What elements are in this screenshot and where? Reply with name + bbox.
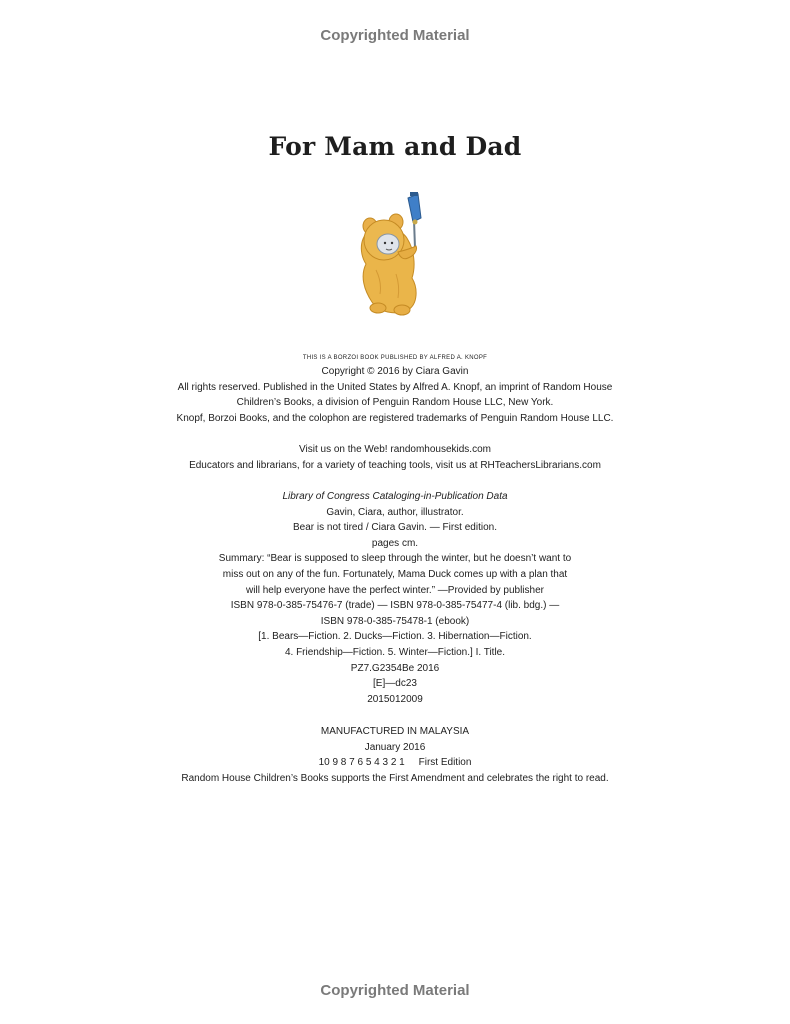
copyrighted-material-watermark-bottom: Copyrighted Material <box>320 982 470 999</box>
cip-line: ISBN 978-0-385-75476-7 (trade) — ISBN 978-0-385-75477-4 (lib. bdg.) — <box>230 600 560 612</box>
first-amendment-line: Random House Children’s Books supports the First Amendment and celebrates the right to read. <box>181 772 609 784</box>
manufactured-line: MANUFACTURED IN MALAYSIA <box>320 726 470 737</box>
cip-line: Summary: “Bear is supposed to sleep through the winter, but he doesn’t want to <box>218 553 572 565</box>
copyrighted-material-watermark-top: Copyrighted Material <box>320 27 470 44</box>
copyright-block <box>0 364 790 426</box>
cip-line: pages cm. <box>371 537 419 549</box>
dedication-heading: For Mam and Dad <box>268 132 522 161</box>
cip-line: PZ7.G2354Be 2016 <box>350 662 440 674</box>
cip-line: Gavin, Ciara, author, illustrator. <box>326 506 464 518</box>
cataloging-data-block <box>0 489 790 707</box>
rights-line: All rights reserved. Published in the United States by Alfred A. Knopf, an imprint of Random House <box>177 381 613 393</box>
cip-line: miss out on any of the fun. Fortunately, Mama Duck comes up with a plan that <box>222 568 568 580</box>
cip-line: ISBN 978-0-385-75478-1 (ebook) <box>320 615 470 627</box>
cip-line: [E]—dc23 <box>373 678 417 690</box>
cip-line: will help everyone have the perfect winter.” —Provided by publisher <box>246 584 544 596</box>
date-line: January 2016 <box>364 741 426 753</box>
trademark-line: Knopf, Borzoi Books, and the colophon are registered trademarks of Penguin Random House LLC. <box>176 412 614 424</box>
printing-line: 10 9 8 7 6 5 4 3 2 1 First Edition <box>318 757 472 769</box>
publisher-division-line: Children’s Books, a division of Penguin Random House LLC, New York. <box>236 397 554 409</box>
cip-heading: Library of Congress Cataloging-in-Publication Data <box>282 491 508 502</box>
borzoi-line-text: THIS IS A BORZOI BOOK PUBLISHED BY ALFRED A. KNOPF <box>302 355 488 361</box>
borzoi-book-line <box>0 353 790 363</box>
website-line: Visit us on the Web! randomhousekids.com <box>299 444 491 455</box>
bear-in-yellow-snowsuit-holding-lantern-icon <box>352 190 432 320</box>
educators-line: Educators and librarians, for a variety of teaching tools, visit us at RHTeachersLibrarians.com <box>189 459 601 471</box>
cip-line: 2015012009 <box>367 693 423 705</box>
cip-line: Bear is not tired / Ciara Gavin. — First edition. <box>293 522 497 534</box>
web-block <box>0 442 790 473</box>
manufacturing-block <box>0 724 790 786</box>
copyright-line: Copyright © 2016 by Ciara Gavin <box>321 366 469 377</box>
cip-line: [1. Bears—Fiction. 2. Ducks—Fiction. 3. Hibernation—Fiction. <box>258 631 532 643</box>
cip-line: 4. Friendship—Fiction. 5. Winter—Fiction.] I. Title. <box>284 646 506 658</box>
